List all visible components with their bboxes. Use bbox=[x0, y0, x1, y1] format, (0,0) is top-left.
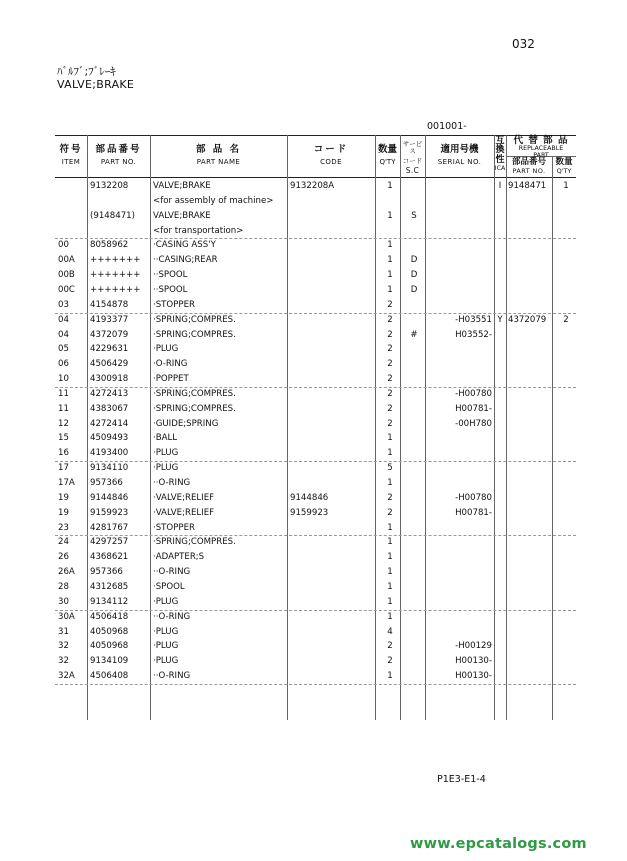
part-number: 4372079 bbox=[90, 329, 129, 340]
part-name: ·ADAPTER;S bbox=[153, 552, 205, 563]
quantity: 2 bbox=[387, 492, 393, 503]
part-name: ·STOPPER bbox=[153, 299, 195, 310]
item-number: 19 bbox=[58, 507, 69, 518]
quantity: 4 bbox=[387, 626, 393, 637]
item-number: 23 bbox=[58, 522, 69, 533]
part-number: 957366 bbox=[90, 567, 123, 578]
replaceable-quantity: 2 bbox=[563, 314, 569, 325]
item-number: 10 bbox=[58, 374, 69, 385]
part-number: 9134112 bbox=[90, 596, 129, 607]
serial-number: H03552- bbox=[455, 329, 492, 340]
part-code: 9144846 bbox=[290, 492, 329, 503]
part-number: 4300918 bbox=[90, 374, 129, 385]
item-number: 24 bbox=[58, 537, 69, 548]
header-replaceable-part-no: 部品番号 PART NO. bbox=[511, 157, 546, 175]
part-number: (9148471) bbox=[90, 210, 135, 221]
item-number: 17 bbox=[58, 463, 69, 474]
part-number: 4509493 bbox=[90, 433, 129, 444]
quantity: 1 bbox=[387, 284, 393, 295]
quantity: 2 bbox=[387, 388, 393, 399]
part-name: ·O-RING bbox=[153, 359, 188, 370]
part-number: 4154878 bbox=[90, 299, 129, 310]
part-number: 4506429 bbox=[90, 359, 129, 370]
part-name: ·BALL bbox=[153, 433, 178, 444]
quantity: 1 bbox=[387, 671, 393, 682]
replaceable-quantity: 1 bbox=[563, 181, 569, 191]
item-number: 32A bbox=[58, 671, 75, 682]
part-code: 9159923 bbox=[290, 507, 329, 518]
quantity: 1 bbox=[387, 478, 393, 488]
part-number: 4272413 bbox=[90, 388, 129, 399]
quantity: 1 bbox=[387, 255, 393, 266]
part-number: +++++++ bbox=[90, 270, 141, 281]
part-name: ·PLUG bbox=[153, 656, 179, 667]
header-part-name: 部 品 名 PART NAME bbox=[195, 144, 242, 166]
part-name: ·POPPET bbox=[153, 374, 189, 385]
row-group-separator bbox=[55, 461, 576, 462]
part-number: 4312685 bbox=[90, 581, 129, 592]
quantity: 1 bbox=[387, 210, 393, 221]
quantity: 2 bbox=[387, 507, 393, 518]
column-divider bbox=[552, 156, 553, 720]
quantity: 2 bbox=[387, 344, 393, 355]
quantity: 1 bbox=[387, 522, 393, 533]
part-name: ·SPOOL bbox=[153, 581, 185, 592]
header-part-no: 部品番号 PART NO. bbox=[95, 144, 142, 166]
item-number: 00 bbox=[58, 240, 69, 251]
item-number: 15 bbox=[58, 433, 69, 444]
quantity: 2 bbox=[387, 641, 393, 652]
part-name: ·GUIDE;SPRING bbox=[153, 418, 219, 429]
item-number: 32 bbox=[58, 641, 69, 652]
quantity: 5 bbox=[387, 463, 393, 474]
part-number: 9144846 bbox=[90, 492, 129, 503]
part-name: ·PLUG bbox=[153, 641, 179, 652]
part-number: 4050968 bbox=[90, 641, 129, 652]
column-divider bbox=[506, 135, 507, 720]
serial-number: H00130- bbox=[455, 671, 492, 682]
column-divider bbox=[150, 135, 151, 720]
item-number: 19 bbox=[58, 492, 69, 503]
serial-number: H00130- bbox=[455, 656, 492, 667]
page-title: VALVE;BRAKE bbox=[57, 78, 135, 91]
part-name: ··O-RING bbox=[153, 671, 191, 682]
column-divider bbox=[87, 135, 88, 720]
part-number: 9159923 bbox=[90, 507, 129, 518]
part-name: ·PLUG bbox=[153, 344, 179, 355]
quantity: 2 bbox=[387, 656, 393, 667]
quantity: 2 bbox=[387, 359, 393, 370]
part-name: ··O-RING bbox=[153, 567, 191, 578]
part-name: <for transportation> bbox=[153, 225, 244, 236]
part-number: 4297257 bbox=[90, 537, 129, 548]
item-number: 00B bbox=[58, 270, 75, 281]
quantity: 1 bbox=[387, 240, 393, 251]
item-number: 16 bbox=[58, 448, 69, 459]
quantity: 1 bbox=[387, 270, 393, 281]
service-code: D bbox=[410, 255, 418, 266]
quantity: 1 bbox=[387, 596, 393, 607]
part-number: 4272414 bbox=[90, 418, 129, 429]
item-number: 11 bbox=[58, 403, 69, 414]
item-number: 05 bbox=[58, 344, 69, 355]
part-name: VALVE;BRAKE bbox=[153, 210, 211, 221]
column-divider bbox=[375, 135, 376, 720]
quantity: 2 bbox=[387, 299, 393, 310]
row-group-separator bbox=[55, 535, 576, 536]
row-group-separator bbox=[55, 387, 576, 388]
item-number: 04 bbox=[58, 329, 69, 340]
quantity: 1 bbox=[387, 433, 393, 444]
item-number: 06 bbox=[58, 359, 69, 370]
part-number: 4050968 bbox=[90, 626, 129, 637]
interchangeability: Y bbox=[497, 314, 503, 325]
serial-number: -00H780 bbox=[455, 418, 492, 429]
part-name: ·SPRING;COMPRES. bbox=[153, 403, 236, 414]
part-number: +++++++ bbox=[90, 255, 141, 266]
part-name: ·STOPPER bbox=[153, 522, 195, 533]
part-number: 4368621 bbox=[90, 552, 129, 563]
item-number: 30 bbox=[58, 596, 69, 607]
service-code: D bbox=[410, 270, 418, 281]
replaceable-part-number: 9148471 bbox=[508, 181, 547, 191]
part-name: <for assembly of machine> bbox=[153, 195, 274, 206]
item-number: 26 bbox=[58, 552, 69, 563]
part-number: 4229631 bbox=[90, 344, 129, 355]
part-name: ··SPOOL bbox=[153, 284, 188, 295]
footer-code: P1E3-E1-4 bbox=[437, 774, 486, 785]
service-code: D bbox=[410, 284, 418, 295]
quantity: 1 bbox=[387, 611, 393, 622]
quantity: 1 bbox=[387, 448, 393, 459]
quantity: 2 bbox=[387, 403, 393, 414]
quantity: 1 bbox=[387, 581, 393, 592]
part-number: 4281767 bbox=[90, 522, 129, 533]
quantity: 1 bbox=[387, 537, 393, 548]
header-code: コード CODE bbox=[313, 144, 349, 166]
part-name: ·PLUG bbox=[153, 626, 179, 637]
item-number: 30A bbox=[58, 611, 75, 622]
serial-number: H00781- bbox=[455, 403, 492, 414]
part-name: ·SPRING;COMPRES. bbox=[153, 329, 236, 340]
part-number: 9134110 bbox=[90, 463, 129, 474]
part-name: ·PLUG bbox=[153, 596, 179, 607]
quantity: 2 bbox=[387, 329, 393, 340]
part-code: 9132208A bbox=[290, 181, 335, 191]
row-group-separator bbox=[55, 238, 576, 239]
part-name: ·PLUG bbox=[153, 448, 179, 459]
part-number: 4506418 bbox=[90, 611, 129, 622]
quantity: 1 bbox=[387, 181, 393, 191]
item-number: 11 bbox=[58, 388, 69, 399]
header-replaceable-part: 代 替 部 品 REPLACEABLE PART bbox=[513, 135, 569, 159]
interchangeability: I bbox=[498, 181, 502, 191]
quantity: 2 bbox=[387, 314, 393, 325]
serial-number: H00781- bbox=[455, 507, 492, 518]
part-number: +++++++ bbox=[90, 284, 141, 295]
part-name: ··O-RING bbox=[153, 611, 191, 622]
part-name: ·PLUG bbox=[153, 463, 179, 474]
header-serial-no: 適用号機 SERIAL NO. bbox=[437, 144, 482, 166]
replaceable-part-number: 4372079 bbox=[508, 314, 547, 325]
item-number: 28 bbox=[58, 581, 69, 592]
part-name: ·VALVE;RELIEF bbox=[153, 492, 215, 503]
parts-table bbox=[55, 135, 576, 720]
service-code: # bbox=[410, 329, 418, 340]
header-qty: 数量 Q'TY bbox=[377, 144, 397, 166]
part-name: ··SPOOL bbox=[153, 270, 188, 281]
item-number: 26A bbox=[58, 567, 75, 578]
column-divider bbox=[287, 135, 288, 720]
quantity: 1 bbox=[387, 567, 393, 578]
service-code: S bbox=[411, 210, 417, 221]
part-name: ·CASING ASS'Y bbox=[153, 240, 216, 251]
part-name: ·SPRING;COMPRES. bbox=[153, 537, 236, 548]
serial-number: -H03551 bbox=[455, 314, 492, 325]
header-service-code: サービス コード S.C bbox=[402, 140, 423, 176]
header-replaceable-qty: 数量 Q'TY bbox=[555, 157, 573, 175]
header-ica: 互 換 性 ICA bbox=[494, 136, 506, 173]
serial-number: -H00780 bbox=[455, 388, 492, 399]
item-number: 32 bbox=[58, 656, 69, 667]
row-group-separator bbox=[55, 313, 576, 314]
header-bottom-rule bbox=[55, 177, 576, 178]
part-number: 9134109 bbox=[90, 656, 129, 667]
serial-range: 001001- bbox=[427, 121, 467, 132]
column-divider bbox=[494, 135, 495, 720]
item-number: 00C bbox=[58, 284, 75, 295]
quantity: 1 bbox=[387, 552, 393, 563]
part-number: 4193400 bbox=[90, 448, 129, 459]
page-number: 032 bbox=[512, 37, 535, 51]
item-number: 31 bbox=[58, 626, 69, 637]
item-number: 12 bbox=[58, 418, 69, 429]
item-number: 03 bbox=[58, 299, 69, 310]
title-japanese: ﾊﾞﾙﾌﾞ;ﾌﾞﾚｰｷ bbox=[57, 65, 116, 78]
part-number: 957366 bbox=[90, 478, 123, 488]
item-number: 04 bbox=[58, 314, 69, 325]
part-number: 8058962 bbox=[90, 240, 129, 251]
part-name: ··O-RING bbox=[153, 478, 191, 488]
part-name: ·SPRING;COMPRES. bbox=[153, 388, 236, 399]
part-name: ·SPRING;COMPRES. bbox=[153, 314, 236, 325]
watermark: www.epcatalogs.com bbox=[410, 836, 587, 852]
row-group-separator bbox=[55, 610, 576, 611]
part-number: 4193377 bbox=[90, 314, 129, 325]
serial-number: -H00129 bbox=[455, 641, 492, 652]
part-number: 9132208 bbox=[90, 181, 129, 191]
part-name: ·VALVE;RELIEF bbox=[153, 507, 215, 518]
header-item: 符号 ITEM bbox=[59, 144, 83, 166]
serial-number: -H00780 bbox=[455, 492, 492, 503]
quantity: 2 bbox=[387, 418, 393, 429]
column-divider bbox=[425, 135, 426, 720]
item-number: 00A bbox=[58, 255, 75, 266]
part-number: 4383067 bbox=[90, 403, 129, 414]
item-number: 17A bbox=[58, 478, 75, 488]
part-name: ··CASING;REAR bbox=[153, 255, 218, 266]
quantity: 2 bbox=[387, 374, 393, 385]
row-group-separator bbox=[55, 684, 576, 685]
part-name: VALVE;BRAKE bbox=[153, 181, 211, 191]
part-number: 4506408 bbox=[90, 671, 129, 682]
